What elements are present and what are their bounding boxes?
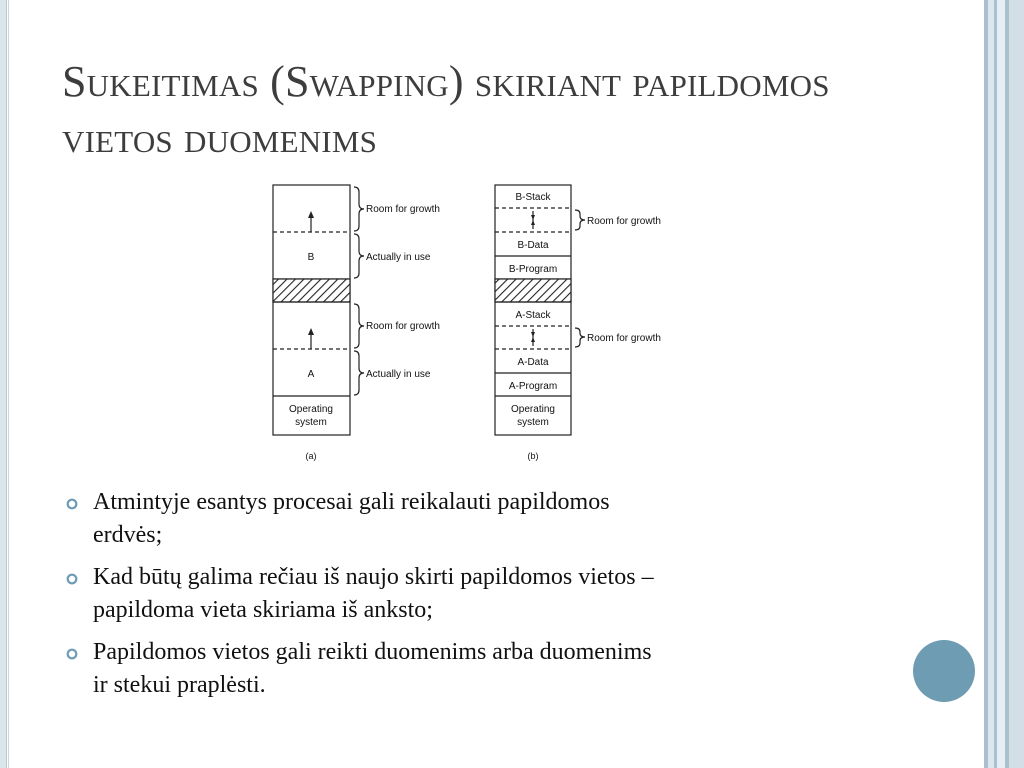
diagram-b-label-b-data: B-Data xyxy=(517,240,549,251)
brace-a-use1 xyxy=(354,234,364,278)
bullet-text-line2: ir stekui praplėsti. xyxy=(93,672,266,698)
left-border-bar xyxy=(0,0,7,768)
diagram-b-label-b-program: B-Program xyxy=(508,264,558,275)
memory-diagram-svg xyxy=(260,178,690,468)
annotation-a-room1: Room for growth xyxy=(366,204,440,215)
annotation-a-use2: Actually in use xyxy=(366,369,431,380)
brace-a-use2 xyxy=(354,351,364,395)
diagram-b-label-b-stack: B-Stack xyxy=(515,192,551,203)
diagram-b-hatched-gap xyxy=(495,279,571,302)
memory-layout-diagram xyxy=(260,178,690,468)
diagram-b-caption: (b) xyxy=(527,451,539,461)
brace-a-room1 xyxy=(354,187,364,231)
slide-title: Sukeitimas (Swapping) skiriant papildomos vietos duomenims xyxy=(62,57,830,162)
diagram-b-os-line1: Operating xyxy=(511,404,555,415)
brace-b-room2 xyxy=(575,328,585,347)
bullet-text-line1: Papildomos vietos gali reikti duomenims arba duomenims xyxy=(93,639,652,665)
bullet-text-line1: Atmintyje esantys procesai gali reikalauti papildomos xyxy=(93,489,610,515)
bullet-item xyxy=(66,486,886,552)
annotation-a-use1: Actually in use xyxy=(366,252,431,263)
bullet-circle-icon xyxy=(66,498,78,510)
diagram-a xyxy=(273,185,364,435)
right-border-stripes xyxy=(974,0,1024,768)
annotation-b-room2: Room for growth xyxy=(587,333,661,344)
diagram-b-label-a-data: A-Data xyxy=(517,357,549,368)
annotation-a-room2: Room for growth xyxy=(366,321,440,332)
diagram-a-hatched-gap xyxy=(273,279,350,302)
brace-a-room2 xyxy=(354,304,364,348)
diagram-a-os-line1: Operating xyxy=(289,404,333,415)
diagram-a-os-line2: system xyxy=(295,417,327,428)
diagram-a-caption: (a) xyxy=(305,451,317,461)
bullet-circle-icon xyxy=(66,648,78,660)
bullet-item xyxy=(66,636,886,702)
diagram-b-label-a-program: A-Program xyxy=(508,381,558,392)
bullet-circle-icon xyxy=(66,573,78,585)
diagram-a-arrowhead-b xyxy=(308,211,314,218)
decorative-circle xyxy=(913,640,975,702)
bullet-text-line1: Kad būtų galima rečiau iš naujo skirti papildomos vietos – xyxy=(93,564,654,590)
bullet-text-line2: erdvės; xyxy=(93,522,163,548)
diagram-b-label-a-stack: A-Stack xyxy=(515,310,551,321)
diagram-b-os-line2: system xyxy=(517,417,549,428)
diagram-b-arrowhead-b-down xyxy=(531,215,535,220)
bullet-item xyxy=(66,561,886,627)
diagram-b-arrowhead-a-up xyxy=(531,337,535,342)
diagram-a-label-a: A xyxy=(307,369,315,380)
brace-b-room1 xyxy=(575,210,585,230)
bullet-list xyxy=(66,486,886,711)
diagram-b-arrowhead-a-down xyxy=(531,332,535,337)
annotation-b-room1: Room for growth xyxy=(587,216,661,227)
diagram-a-label-b: B xyxy=(307,252,315,263)
bullet-text-line2: papildoma vieta skiriama iš anksto; xyxy=(93,597,433,623)
diagram-b-arrowhead-b-up xyxy=(531,220,535,225)
diagram-a-arrowhead-a xyxy=(308,328,314,335)
left-border-line xyxy=(8,0,9,768)
